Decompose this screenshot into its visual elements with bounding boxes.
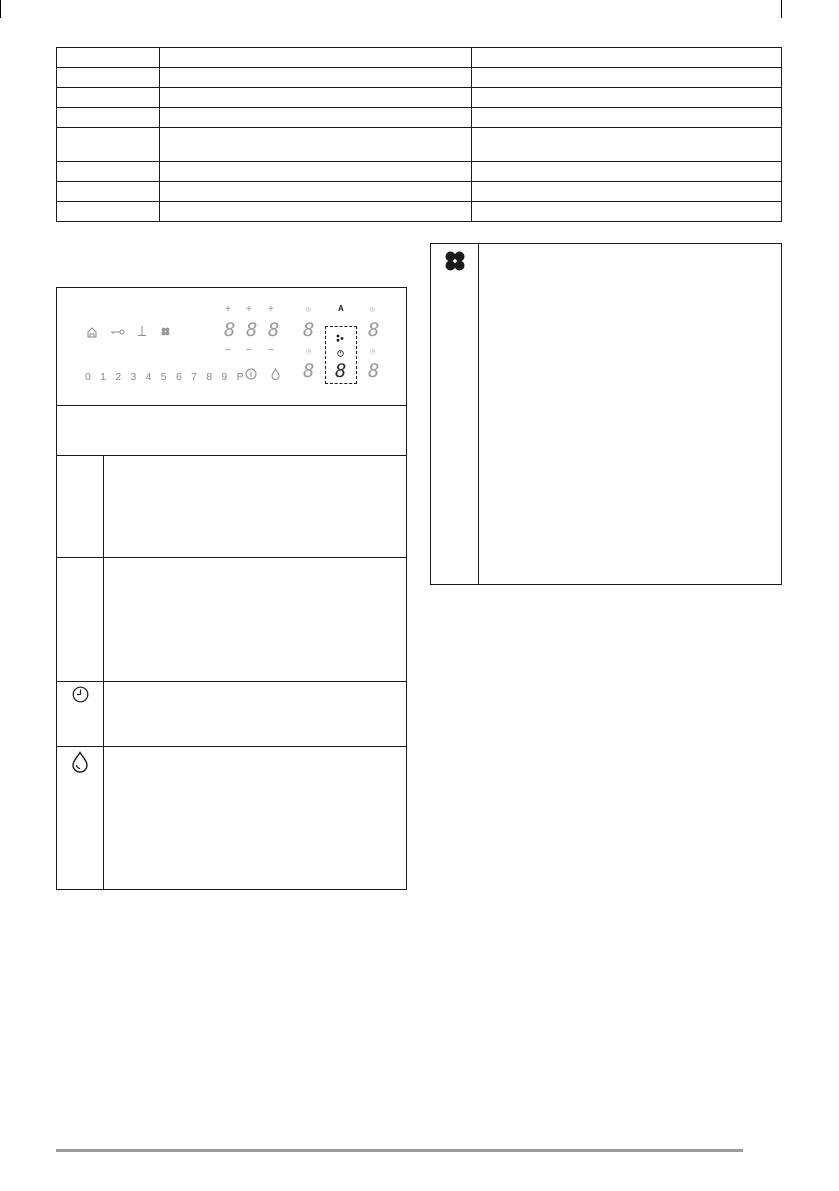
plus-sign[interactable]: + <box>246 304 252 315</box>
table-row <box>57 108 782 128</box>
minus-sign[interactable]: – <box>246 344 252 355</box>
auto-label: A <box>338 304 344 313</box>
table-row <box>57 162 782 182</box>
table-row <box>57 182 782 202</box>
segment-display: 8 <box>335 360 347 382</box>
clock-icon: ◷ <box>306 349 312 355</box>
fan-icon <box>336 334 344 342</box>
clock-icon: ◷ <box>370 307 376 313</box>
divider <box>57 405 406 406</box>
divider <box>57 681 406 682</box>
fan-description-box <box>430 243 782 585</box>
control-panel-box <box>56 287 407 890</box>
segment-display: 8 <box>303 360 315 382</box>
column-divider <box>103 455 104 889</box>
info-icon[interactable] <box>245 368 257 380</box>
segment-display: 8 <box>368 319 380 341</box>
footer-rule <box>56 1149 743 1152</box>
crop-mark-right <box>781 0 782 18</box>
clock-icon <box>72 686 89 703</box>
segment-display: 8 <box>368 360 380 382</box>
table-row <box>57 68 782 88</box>
grease-drop-icon <box>71 751 89 773</box>
table-row <box>57 128 782 162</box>
power-level-digits[interactable]: 0 1 2 3 4 5 6 7 8 9 P <box>85 371 247 383</box>
minus-sign[interactable]: – <box>268 344 274 355</box>
divider <box>57 557 406 558</box>
table-row <box>57 48 782 68</box>
segment-display: 8 <box>246 319 258 341</box>
plus-sign[interactable]: + <box>268 304 274 315</box>
minus-sign[interactable]: – <box>225 344 231 355</box>
segment-display: 8 <box>303 319 315 341</box>
column-divider <box>478 244 479 584</box>
control-panel-diagram <box>57 288 406 406</box>
segment-display: 8 <box>224 319 236 341</box>
fan-icon <box>444 250 466 272</box>
crop-mark-left <box>0 0 1 18</box>
plus-sign[interactable]: + <box>225 304 231 315</box>
hob-hood-icon <box>86 326 98 338</box>
divider <box>57 746 406 747</box>
top-table <box>56 47 782 222</box>
stop-icon <box>137 325 147 337</box>
segment-display: 8 <box>268 319 280 341</box>
clock-icon <box>337 350 344 357</box>
table-row <box>57 202 782 222</box>
clock-icon: ◷ <box>370 349 376 355</box>
table-row <box>57 88 782 108</box>
clock-icon: ◷ <box>306 307 312 313</box>
fan-icon <box>161 327 170 336</box>
divider <box>57 455 406 456</box>
key-lock-icon <box>110 328 125 336</box>
grease-drop-icon[interactable] <box>271 368 280 380</box>
